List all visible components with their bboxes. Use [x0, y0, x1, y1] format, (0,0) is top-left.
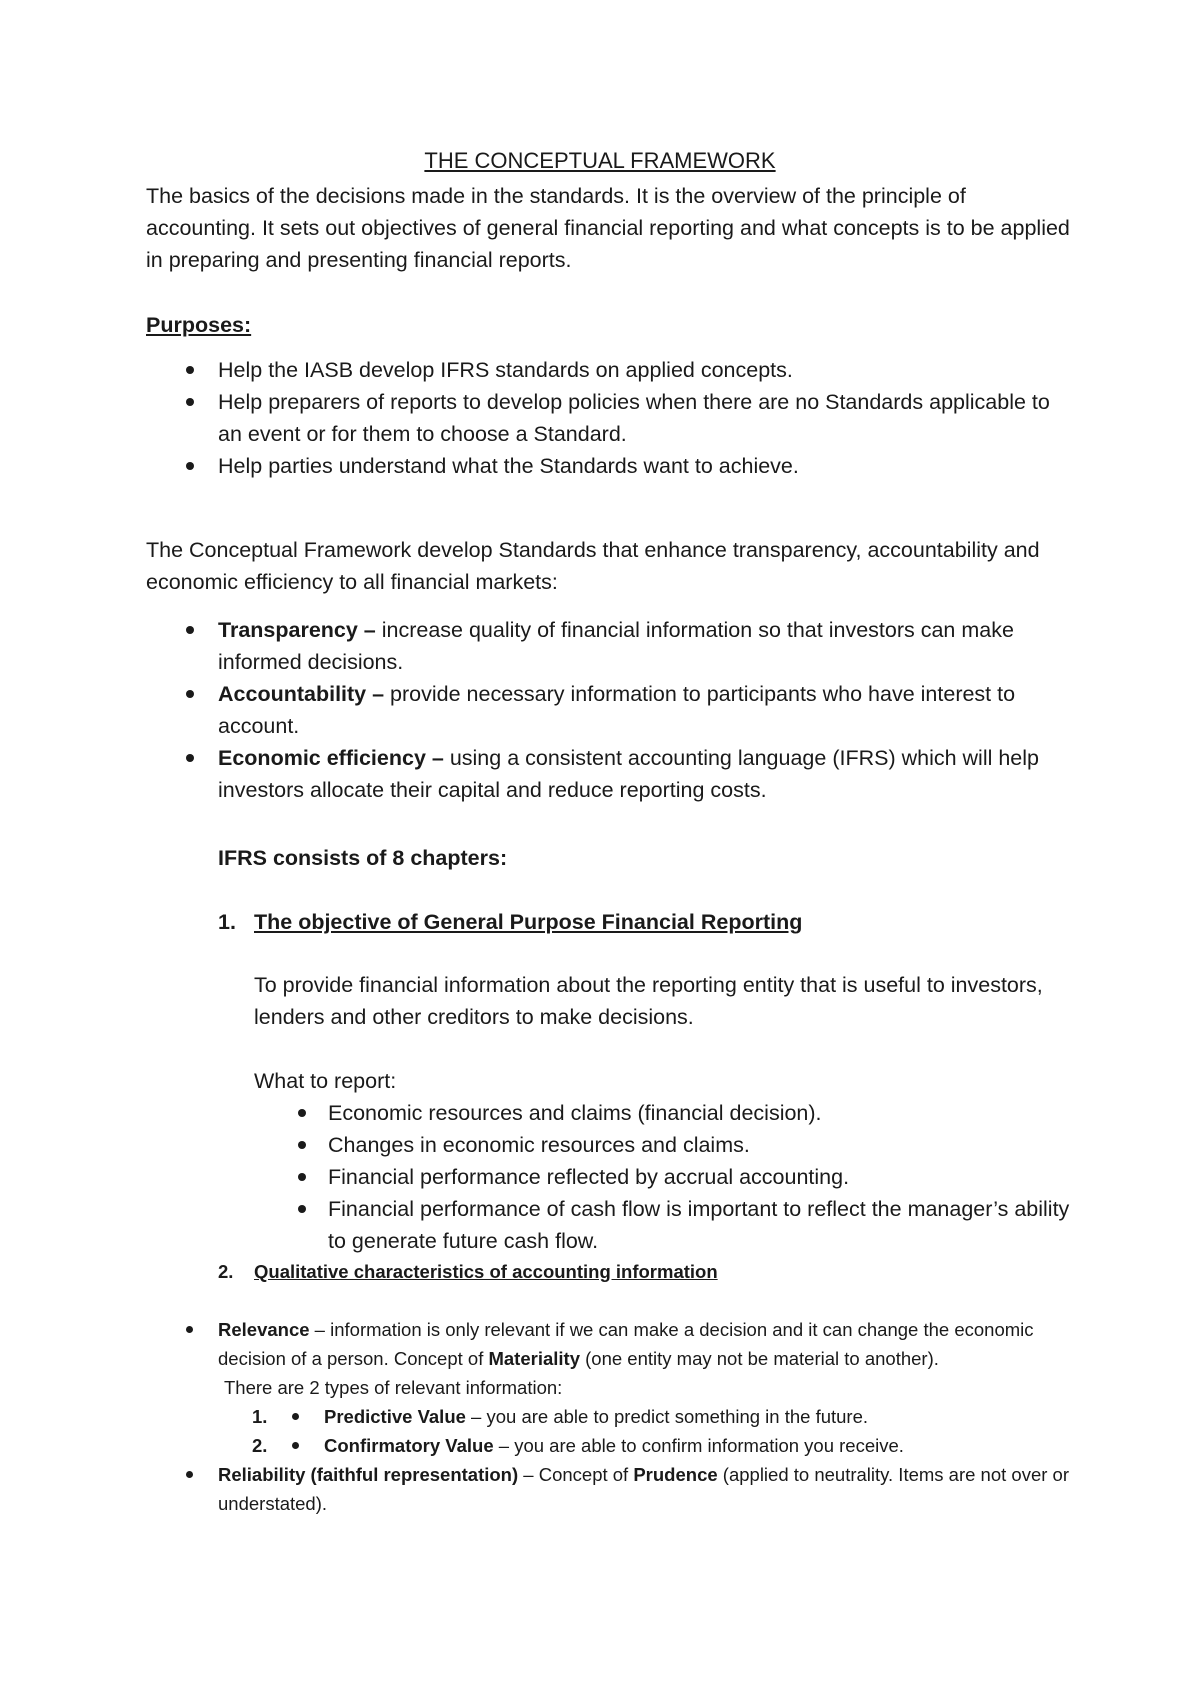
report-list: [254, 1097, 1074, 1257]
list-item: Help parties understand what the Standards want to achieve.: [146, 450, 1076, 482]
chapter-2-number: 2.: [218, 1261, 234, 1282]
list-item: [146, 614, 1076, 678]
term-reliability: Reliability (faithful representation): [218, 1464, 519, 1485]
prudence-text: (applied to neutrality. Items are not over or understated).: [218, 1464, 1069, 1514]
term-relevance: Relevance: [218, 1319, 310, 1340]
list-item: Help the IASB develop IFRS standards on applied concepts.: [146, 354, 1076, 386]
term-text: provide necessary information to participants who have interest to account.: [218, 682, 1016, 738]
term-accountability: Accountability –: [218, 682, 385, 706]
list-item: [146, 742, 1076, 806]
item-number: 2.: [252, 1435, 268, 1456]
document-title: THE CONCEPTUAL FRAMEWORK: [424, 148, 776, 173]
list-item: Financial performance reflected by accrual accounting.: [254, 1161, 1074, 1193]
list-item: [252, 1431, 1076, 1460]
chapter-2-heading: [218, 1257, 1148, 1286]
purposes-list: [146, 354, 1076, 482]
term-transparency: Transparency –: [218, 618, 376, 642]
term-text: – you are able to predict something in the future.: [465, 1406, 869, 1427]
purposes-heading-text: Purposes:: [146, 313, 252, 337]
term-text: using a consistent accounting language (IFRS) which will help investors allocate their capital and reduce reporting costs.: [218, 746, 1039, 802]
chapter-1-number: 1.: [218, 910, 236, 934]
framework-intro-paragraph: The Conceptual Framework develop Standards that enhance transparency, accountability and economic efficiency to all financial markets:: [146, 538, 1040, 594]
term-prudence: Prudence: [633, 1464, 718, 1485]
intro-paragraph: The basics of the decisions made in the standards. It is the overview of the principle of accounting. It sets out objectives of general financial reporting and what concepts is to be applied in preparing and presenting financial reports.: [146, 184, 1070, 272]
list-item-reliability: [146, 1460, 1076, 1518]
item-number: 1.: [252, 1406, 268, 1427]
list-item: Financial performance of cash flow is important to reflect the manager’s ability to generate future cash flow.: [254, 1193, 1074, 1257]
term-confirmatory-value: Confirmatory Value: [324, 1435, 494, 1456]
chapter-1-title: The objective of General Purpose Financial Reporting: [254, 910, 803, 934]
term-economic-efficiency: Economic efficiency –: [218, 746, 444, 770]
term-materiality: Materiality: [488, 1348, 580, 1369]
term-predictive-value: Predictive Value: [324, 1406, 466, 1427]
materiality-text: (one entity may not be material to another).: [580, 1348, 939, 1369]
relevance-text: – information is only relevant if we can make a decision and it can change the economic decision of a person. Concept of: [218, 1319, 1034, 1369]
relevance-types-heading: There are 2 types of relevant information:: [224, 1377, 563, 1398]
term-text: increase quality of financial information so that investors can make informed decisions.: [218, 618, 1014, 674]
term-text: – you are able to confirm information you receive.: [493, 1435, 904, 1456]
chapter-1-heading: [218, 906, 1148, 938]
list-item: [146, 678, 1076, 742]
list-item: [252, 1402, 1076, 1431]
relevance-types-list: [218, 1402, 1076, 1460]
list-item: Economic resources and claims (financial decision).: [254, 1097, 1074, 1129]
ifrs-heading-text: IFRS consists of 8 chapters:: [218, 846, 508, 870]
list-item: Help preparers of reports to develop policies when there are no Standards applicable to an event or for them to choose a Standard.: [146, 386, 1076, 450]
framework-list: [146, 614, 1076, 806]
reliability-text: – Concept of: [518, 1464, 634, 1485]
chapter-2-title: Qualitative characteristics of accounting information: [254, 1261, 718, 1282]
chapter-2-list: [146, 1315, 1076, 1518]
report-heading: What to report:: [254, 1069, 397, 1093]
purposes-heading: [146, 309, 1076, 341]
chapter-1-description: To provide financial information about the reporting entity that is useful to investors, lenders and other creditors to make decisions.: [254, 973, 1043, 1029]
list-item-relevance: [146, 1315, 1076, 1460]
ifrs-heading: [218, 842, 1148, 874]
list-item: Changes in economic resources and claims.: [254, 1129, 1074, 1161]
